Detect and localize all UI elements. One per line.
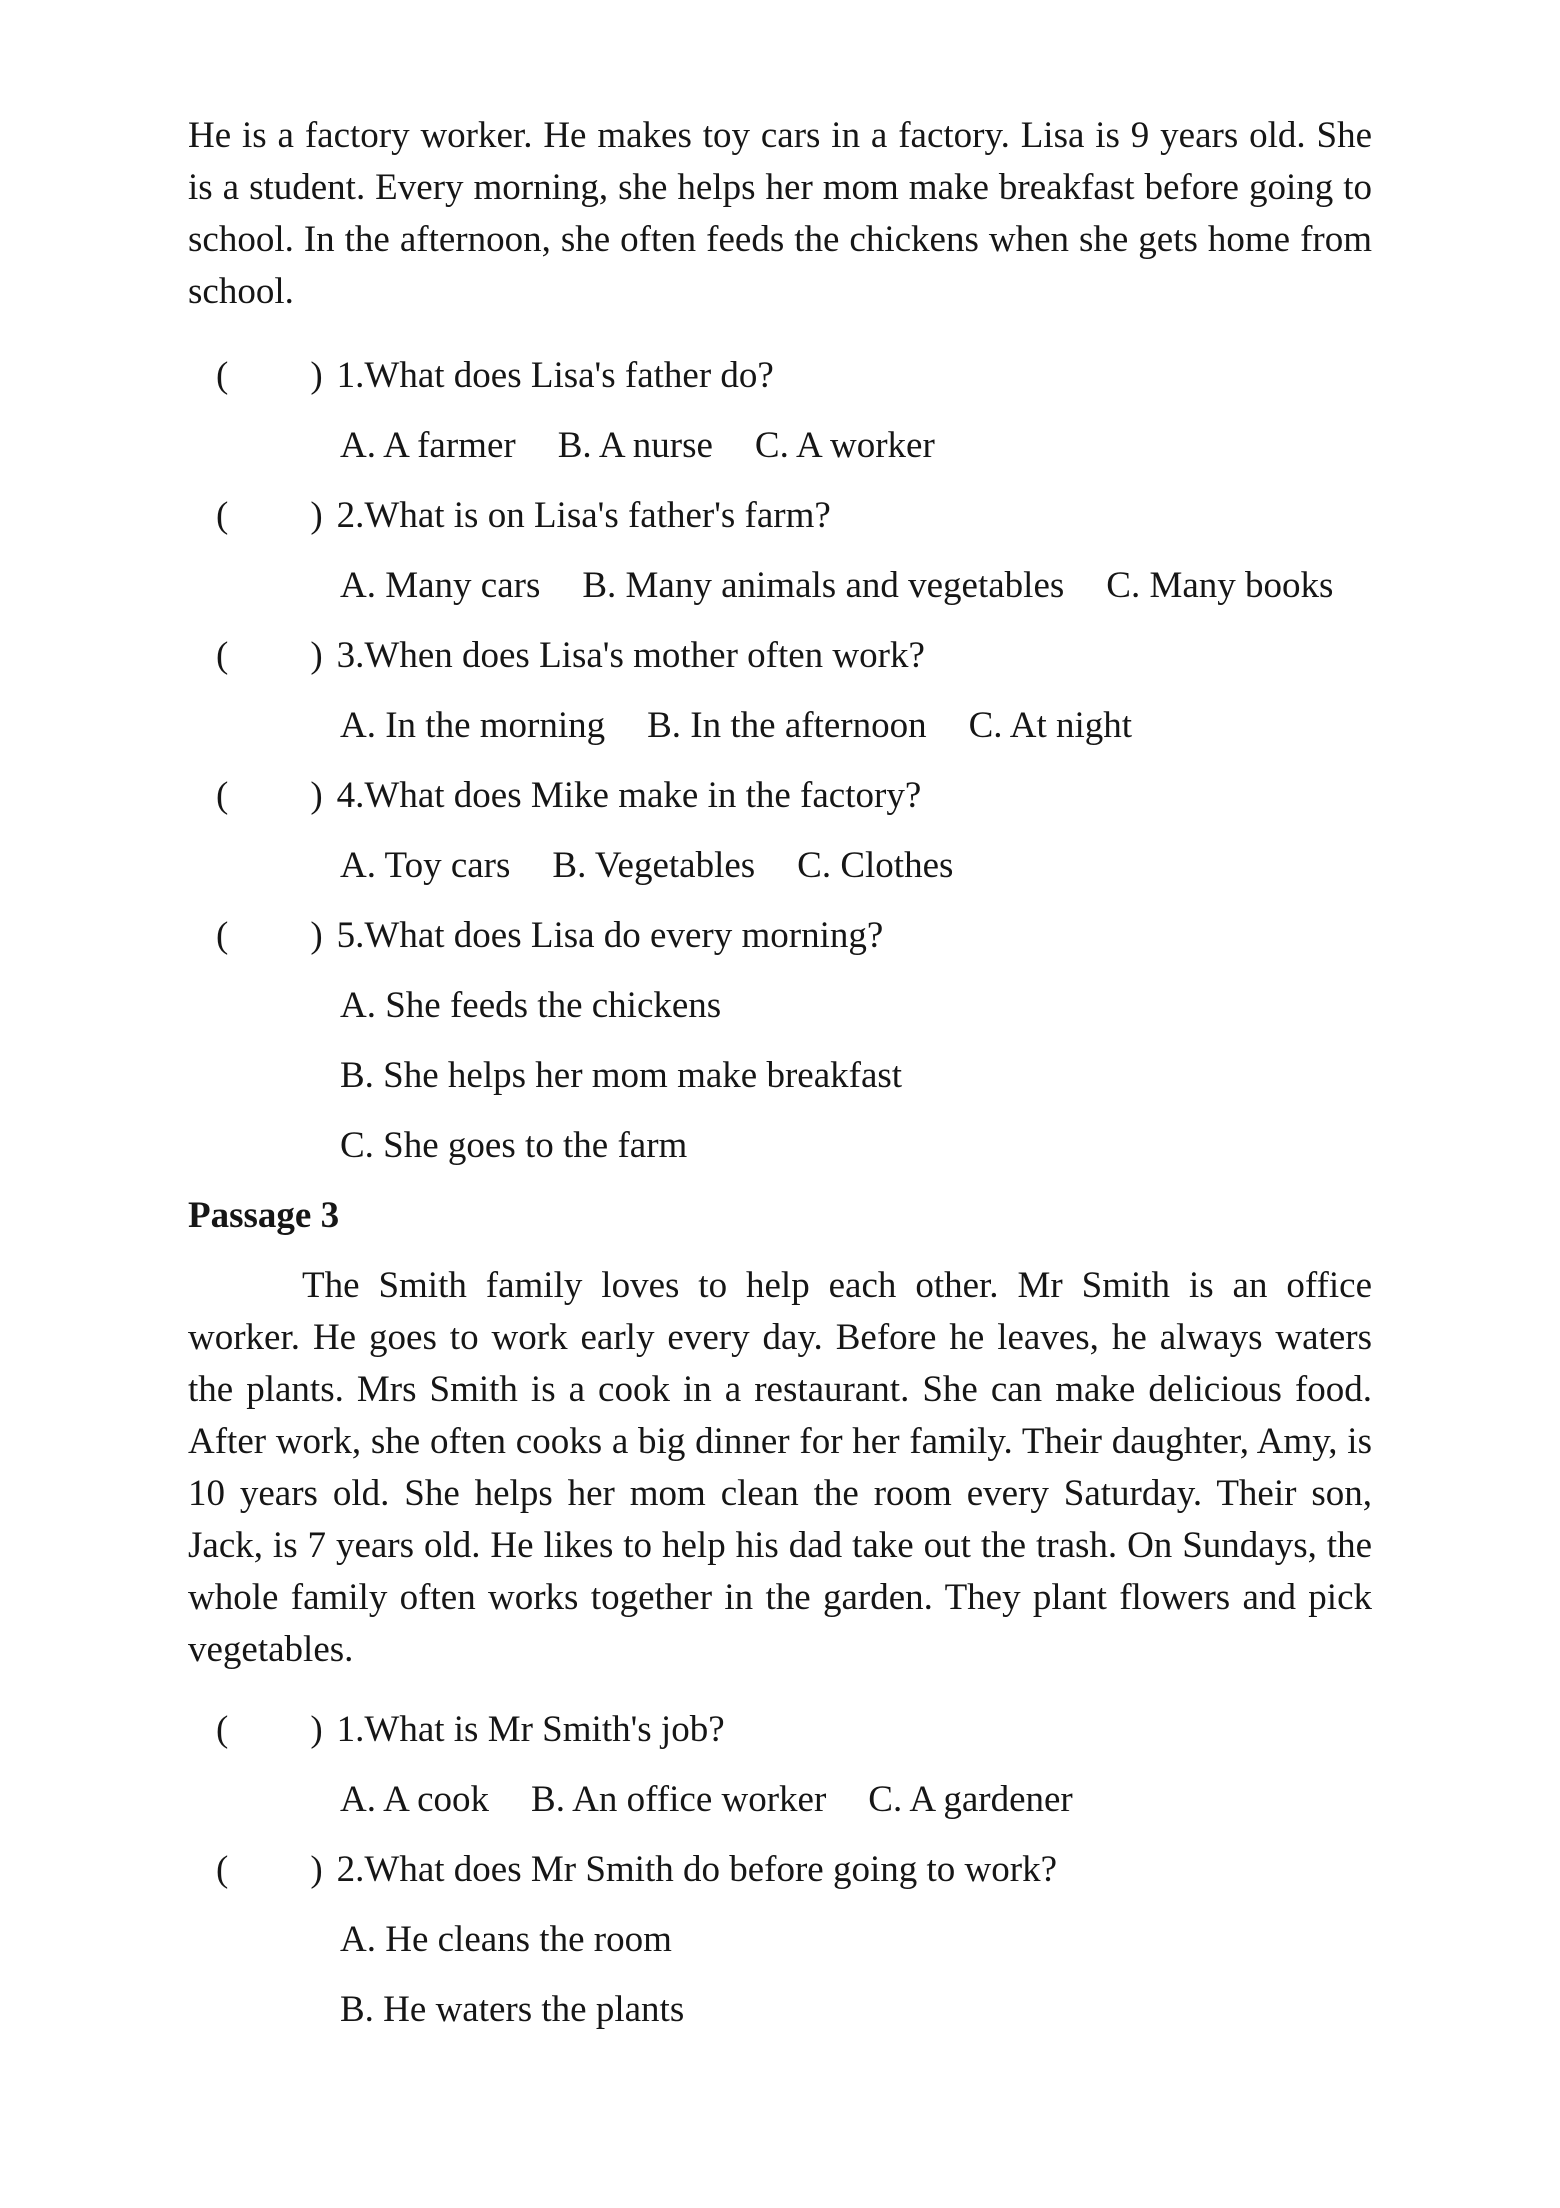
answer-blank[interactable] xyxy=(228,946,310,947)
passage3-options-row-1 xyxy=(188,1774,1372,1826)
option-a: A. Toy cars xyxy=(340,845,511,886)
answer-paren-close: ) xyxy=(310,1849,323,1890)
answer-paren-open: ( xyxy=(216,355,229,396)
passage3-question-block xyxy=(188,1704,1372,2036)
question-row-1 xyxy=(188,350,1372,402)
question-row-2 xyxy=(188,490,1372,542)
passage3-question-row-1 xyxy=(188,1704,1372,1756)
question-row-3 xyxy=(188,630,1372,682)
options-row-1 xyxy=(188,420,1372,472)
option-a: A. A farmer xyxy=(340,425,516,466)
answer-paren-open: ( xyxy=(216,495,229,536)
option-a: A. A cook xyxy=(340,1779,490,1820)
answer-paren-close: ) xyxy=(310,915,323,956)
option-c: C. A worker xyxy=(754,425,935,466)
answer-paren-open: ( xyxy=(216,915,229,956)
answer-paren-close: ) xyxy=(310,635,323,676)
passage3-option-row-2b xyxy=(188,1984,1372,2036)
option-a: A. In the morning xyxy=(340,705,606,746)
answer-paren-close: ) xyxy=(310,1709,323,1750)
option-c: C. At night xyxy=(968,705,1133,746)
question-row-4 xyxy=(188,770,1372,822)
option-c: C. She goes to the farm xyxy=(340,1125,688,1166)
options-row-3 xyxy=(188,700,1372,752)
option-b: B. In the afternoon xyxy=(647,705,927,746)
passage3-paragraph: The Smith family loves to help each other. Mr Smith is an office worker. He goes to work early every day. Before he leaves, he always waters the plants. Mrs Smith is a cook in a restaurant. She can make delicious food. After work, she often cooks a big dinner for her family. Their daughter, Amy, is 10 years old. She helps her mom clean the room every Saturday. Their son, Jack, is 7 years old. He likes to help his dad take out the trash. On Sundays, the whole family often works together in the garden. They plant flowers and pick vegetables. xyxy=(188,1265,1372,1670)
question-text: 1.What does Lisa's father do? xyxy=(336,355,774,396)
answer-blank[interactable] xyxy=(228,526,310,527)
question-text: 2.What is on Lisa's father's farm? xyxy=(336,495,831,536)
answer-paren-close: ) xyxy=(310,775,323,816)
question-text: 3.When does Lisa's mother often work? xyxy=(336,635,925,676)
answer-blank[interactable] xyxy=(228,666,310,667)
option-row-5b xyxy=(188,1050,1372,1102)
question-text: 5.What does Lisa do every morning? xyxy=(336,915,884,956)
option-a: A. He cleans the room xyxy=(340,1919,672,1960)
answer-paren-open: ( xyxy=(216,1709,229,1750)
option-c: C. A gardener xyxy=(868,1779,1073,1820)
option-a: A. She feeds the chickens xyxy=(340,985,722,1026)
answer-paren-open: ( xyxy=(216,775,229,816)
passage2-question-block xyxy=(188,350,1372,1172)
option-row-5c xyxy=(188,1120,1372,1172)
option-b: B. He waters the plants xyxy=(340,1989,685,2030)
intro-paragraph: He is a factory worker. He makes toy cars in a factory. Lisa is 9 years old. She is a student. Every morning, she helps her mom make breakfast before going to school. In the afternoon, she often feeds the chickens when she gets home from school. xyxy=(188,115,1372,312)
passage3-question-row-2 xyxy=(188,1844,1372,1896)
passage3-option-row-2a xyxy=(188,1914,1372,1966)
question-text: 2.What does Mr Smith do before going to work? xyxy=(336,1849,1057,1890)
options-row-2 xyxy=(188,560,1372,612)
answer-paren-open: ( xyxy=(216,635,229,676)
answer-paren-open: ( xyxy=(216,1849,229,1890)
question-text: 4.What does Mike make in the factory? xyxy=(336,775,922,816)
option-c: C. Many books xyxy=(1106,565,1334,606)
option-b: B. Many animals and vegetables xyxy=(582,565,1065,606)
options-row-4 xyxy=(188,840,1372,892)
option-row-5a xyxy=(188,980,1372,1032)
passage3-heading: Passage 3 xyxy=(188,1195,340,1236)
option-c: C. Clothes xyxy=(797,845,954,886)
answer-blank[interactable] xyxy=(228,1740,310,1741)
answer-blank[interactable] xyxy=(228,806,310,807)
option-a: A. Many cars xyxy=(340,565,541,606)
option-b: B. A nurse xyxy=(557,425,713,466)
question-text: 1.What is Mr Smith's job? xyxy=(336,1709,725,1750)
option-b: B. She helps her mom make breakfast xyxy=(340,1055,903,1096)
question-row-5 xyxy=(188,910,1372,962)
answer-blank[interactable] xyxy=(228,386,310,387)
answer-paren-close: ) xyxy=(310,495,323,536)
answer-paren-close: ) xyxy=(310,355,323,396)
answer-blank[interactable] xyxy=(228,1880,310,1881)
option-b: B. Vegetables xyxy=(552,845,756,886)
option-b: B. An office worker xyxy=(531,1779,827,1820)
